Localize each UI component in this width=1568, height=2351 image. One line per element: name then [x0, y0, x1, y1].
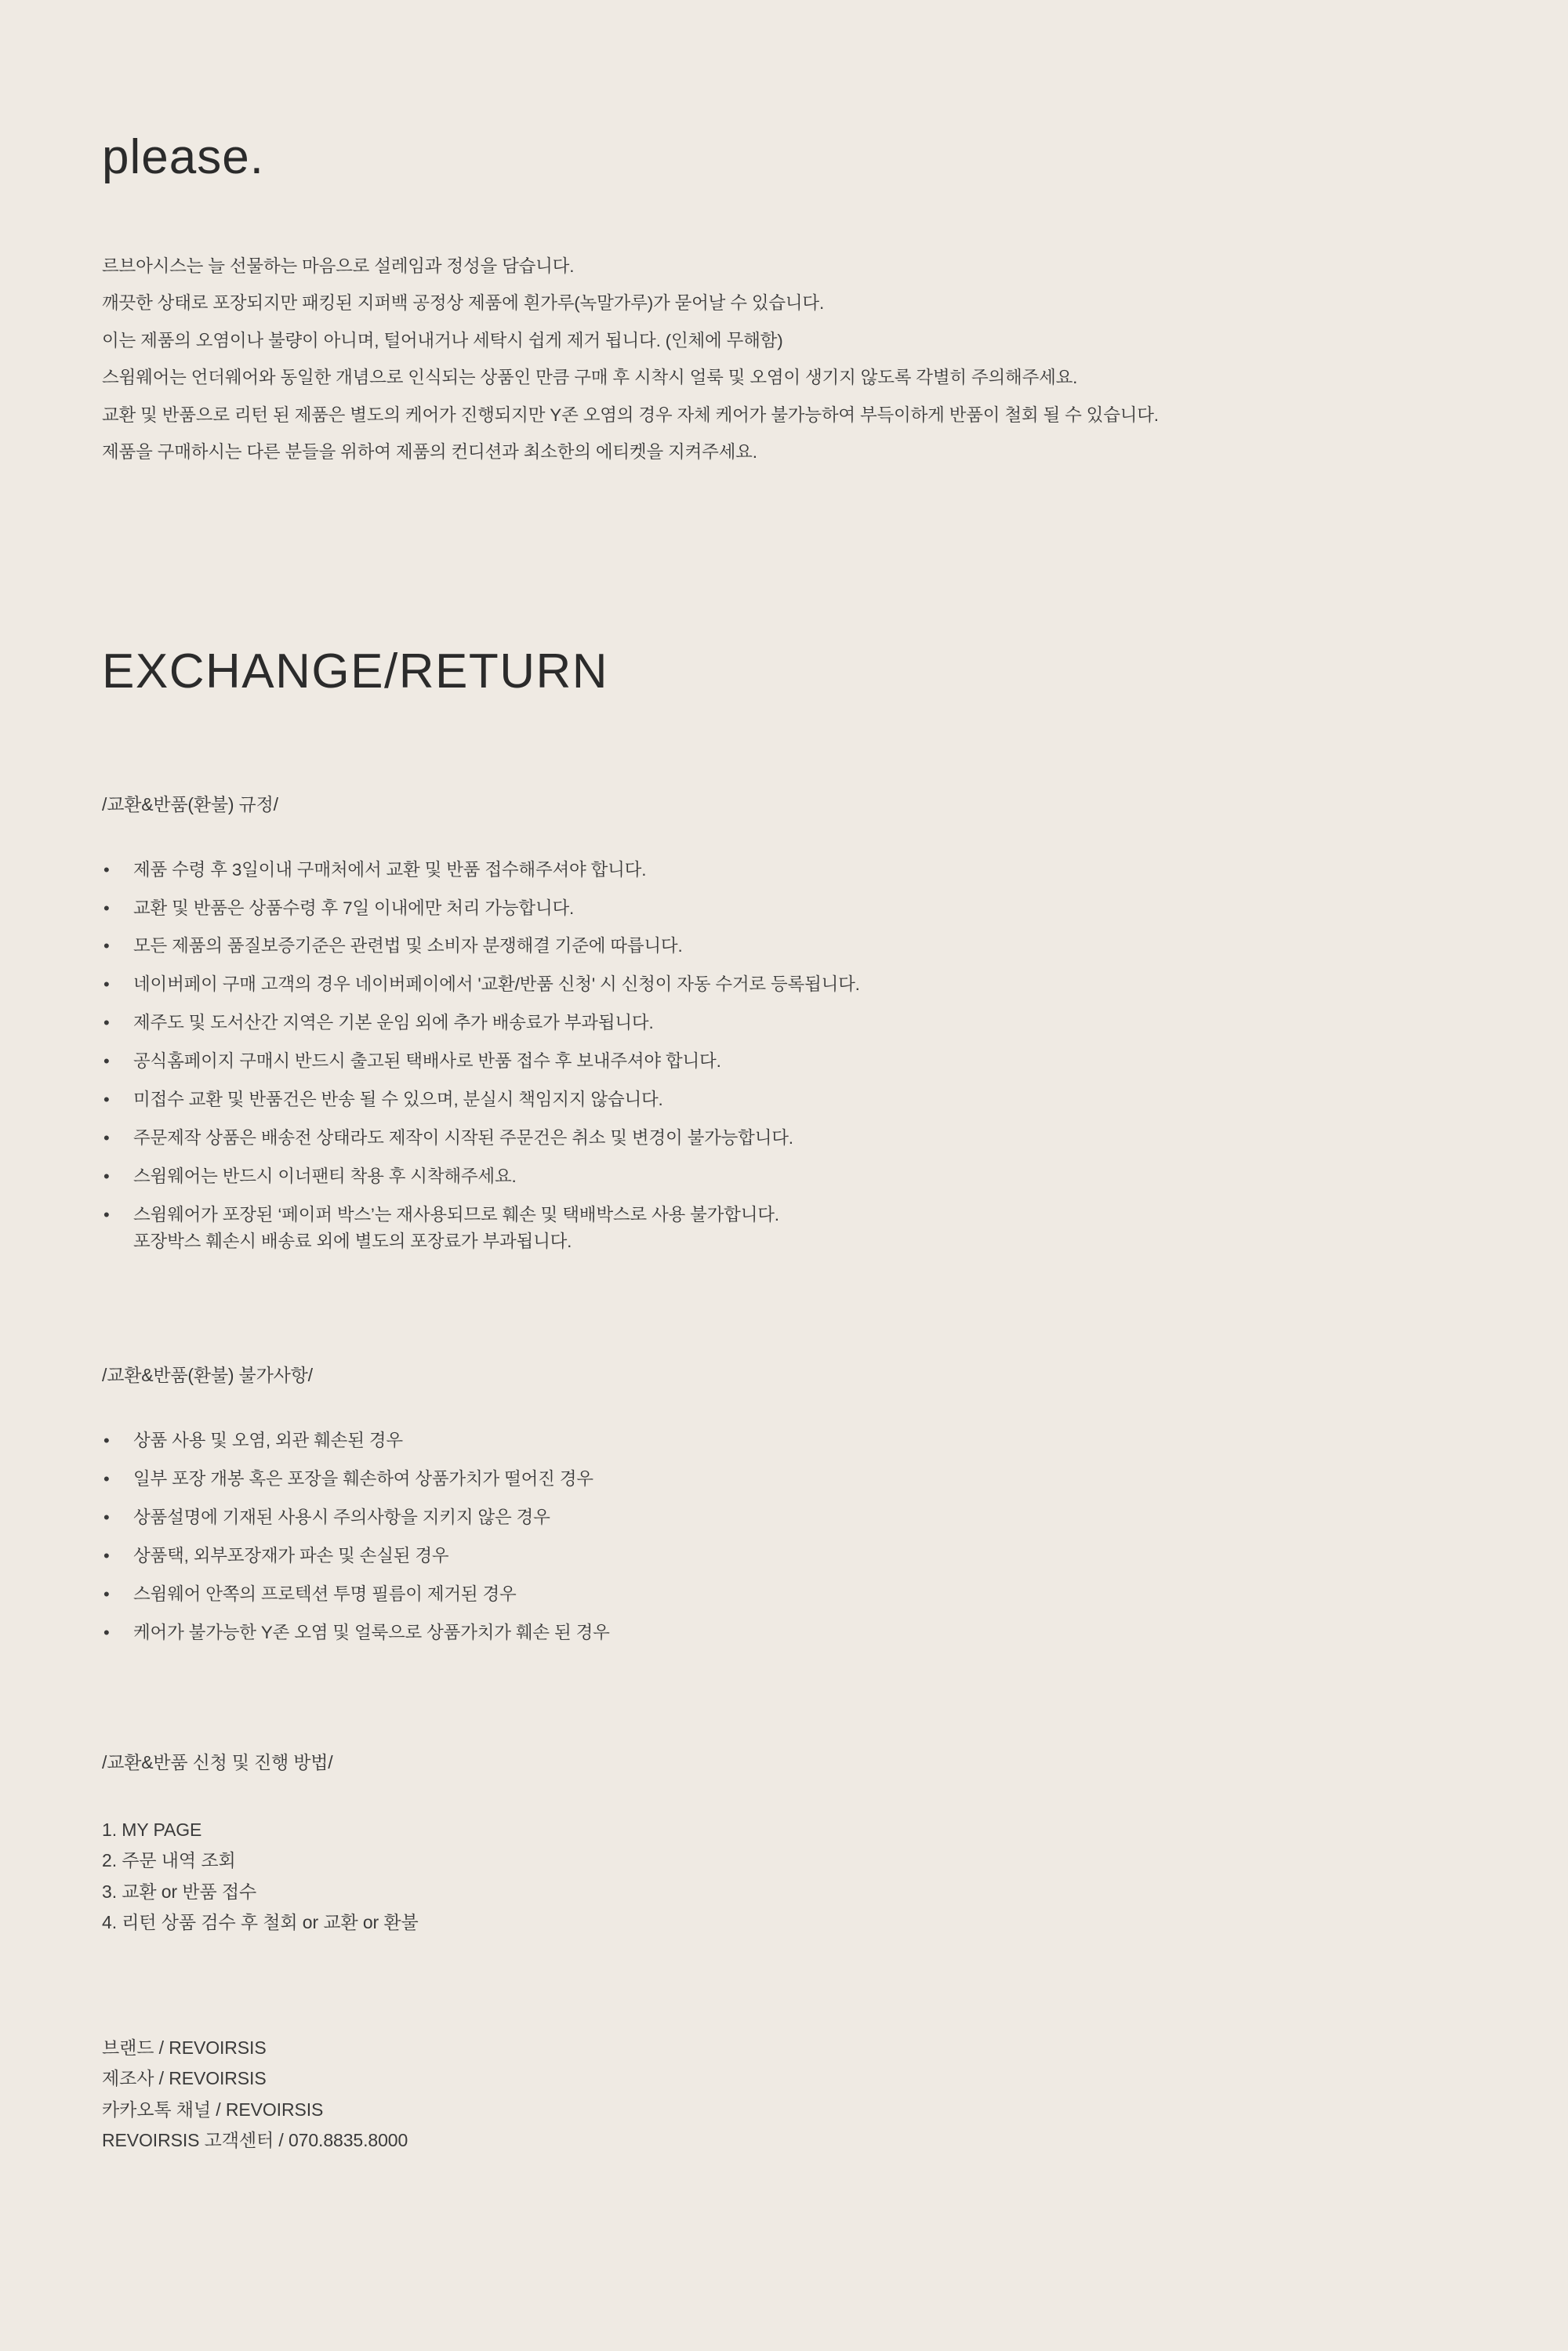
footer-contact-info — [102, 2033, 1568, 2157]
footer-line-customer-center: REVOIRSIS 고객센터 / 070.8835.8000 — [102, 2130, 408, 2151]
list-item-text: • 스윔웨어는 반드시 이너팬티 착용 후 시착해주세요. — [133, 1166, 517, 1186]
list-item — [102, 1620, 1568, 1647]
list-item-text: • 제품 수령 후 3일이내 구매처에서 교환 및 반품 접수해주셔야 합니다. — [133, 859, 647, 880]
list-item-text: • 제주도 및 도서산간 지역은 기본 운임 외에 추가 배송료가 부과됩니다. — [133, 1013, 654, 1033]
list-item-text: • 네이버페이 구매 고객의 경우 네이버페이에서 '교환/반품 신청' 시 신청이 자동 수거로 등록됩니다. — [133, 974, 860, 995]
list-item-text: • 상품택, 외부포장재가 파손 및 손실된 경우 — [133, 1545, 449, 1566]
list-item-text-continued: 포장박스 훼손시 배송료 외에 별도의 포장료가 부과됩니다. — [133, 1232, 572, 1252]
list-item — [102, 1466, 1568, 1493]
list-item — [102, 1163, 1568, 1191]
list-item — [102, 1581, 1568, 1609]
list-item-text: • 스윔웨어가 포장된 ‘페이퍼 박스’는 재사용되므로 훼손 및 택배박스로 사용 불가합니다. — [133, 1204, 779, 1224]
list-item — [102, 1504, 1568, 1532]
list-item-text: • 상품설명에 기재된 사용시 주의사항을 지키지 않은 경우 — [133, 1507, 550, 1527]
footer-line-kakao-channel: 카카오톡 채널 / REVOIRSIS — [102, 2099, 324, 2120]
list-item-text: • 모든 제품의 품질보증기준은 관련법 및 소비자 분쟁해결 기준에 따릅니다. — [133, 936, 683, 956]
intro-line: 제품을 구매하시는 다른 분들을 위하여 제품의 컨디션과 최소한의 에티켓을 지켜주세요. — [102, 442, 757, 463]
list-item-text: • 미접수 교환 및 반품건은 반송 될 수 있으며, 분실시 책임지지 않습니다. — [133, 1089, 663, 1109]
list-item-text: • 주문제작 상품은 배송전 상태라도 제작이 시작된 주문건은 취소 및 변경이 불가능합니다. — [133, 1127, 793, 1148]
intro-line: 이는 제품의 오염이나 불량이 아니며, 털어내거나 세탁시 쉽게 제거 됩니다. (인체에 무해함) — [102, 330, 783, 350]
restrictions-label: /교환&반품(환불) 불가사항/ — [102, 1365, 313, 1386]
list-item — [102, 1010, 1568, 1037]
intro-line: 교환 및 반품으로 리턴 된 제품은 별도의 케어가 진행되지만 Y존 오염의 경우 자체 케어가 불가능하여 부득이하게 반품이 철회 될 수 있습니다. — [102, 405, 1159, 425]
list-item — [102, 1202, 1568, 1257]
process-label: /교환&반품 신청 및 진행 방법/ — [102, 1751, 333, 1772]
list-item — [102, 857, 1568, 884]
intro-line: 깨끗한 상태로 포장되지만 패킹된 지퍼백 공정상 제품에 흰가루(녹말가루)가 묻어날 수 있습니다. — [102, 293, 825, 314]
process-steps-list — [102, 1815, 1568, 1939]
list-item-text: • 공식홈페이지 구매시 반드시 출고된 택배사로 반품 접수 후 보내주셔야 합니다. — [133, 1051, 721, 1071]
list-item: 4. 리턴 상품 검수 후 철회 or 교환 or 환불 — [102, 1912, 419, 1933]
list-item — [102, 895, 1568, 923]
list-item-text: • 교환 및 반품은 상품수령 후 7일 이내에만 처리 가능합니다. — [133, 898, 575, 918]
list-item — [102, 1048, 1568, 1076]
list-item — [102, 1428, 1568, 1455]
list-item-text: • 케어가 불가능한 Y존 오염 및 얼룩으로 상품가치가 훼손 된 경우 — [133, 1622, 610, 1642]
list-item — [102, 1125, 1568, 1152]
list-item: 3. 교환 or 반품 접수 — [102, 1881, 257, 1902]
page-title: please. — [102, 130, 264, 184]
list-item — [102, 1543, 1568, 1570]
intro-line: 르브아시스는 늘 선물하는 마음으로 설레임과 정성을 담습니다. — [102, 256, 575, 276]
list-item — [102, 971, 1568, 999]
list-item — [102, 1087, 1568, 1114]
list-item: 2. 주문 내역 조회 — [102, 1850, 236, 1871]
footer-line-brand: 브랜드 / REVOIRSIS — [102, 2037, 267, 2058]
rules-label: /교환&반품(환불) 규정/ — [102, 793, 278, 815]
intro-paragraph — [102, 252, 1568, 467]
footer-line-manufacturer: 제조사 / REVOIRSIS — [102, 2068, 267, 2089]
list-item — [102, 933, 1568, 960]
list-item-text: • 상품 사용 및 오염, 외관 훼손된 경우 — [133, 1431, 403, 1451]
rules-list — [102, 857, 1568, 1257]
list-item-text: • 스윔웨어 안쪽의 프로텍션 투명 필름이 제거된 경우 — [133, 1584, 517, 1604]
restrictions-list — [102, 1428, 1568, 1646]
list-item-text: • 일부 포장 개봉 혹은 포장을 훼손하여 상품가치가 떨어진 경우 — [133, 1469, 593, 1489]
list-item: 1. MY PAGE — [102, 1819, 202, 1840]
section-heading-exchange-return: EXCHANGE/RETURN — [102, 644, 609, 698]
intro-line: 스윔웨어는 언더웨어와 동일한 개념으로 인식되는 상품인 만큼 구매 후 시착시 얼룩 및 오염이 생기지 않도록 각별히 주의해주세요. — [102, 368, 1078, 388]
